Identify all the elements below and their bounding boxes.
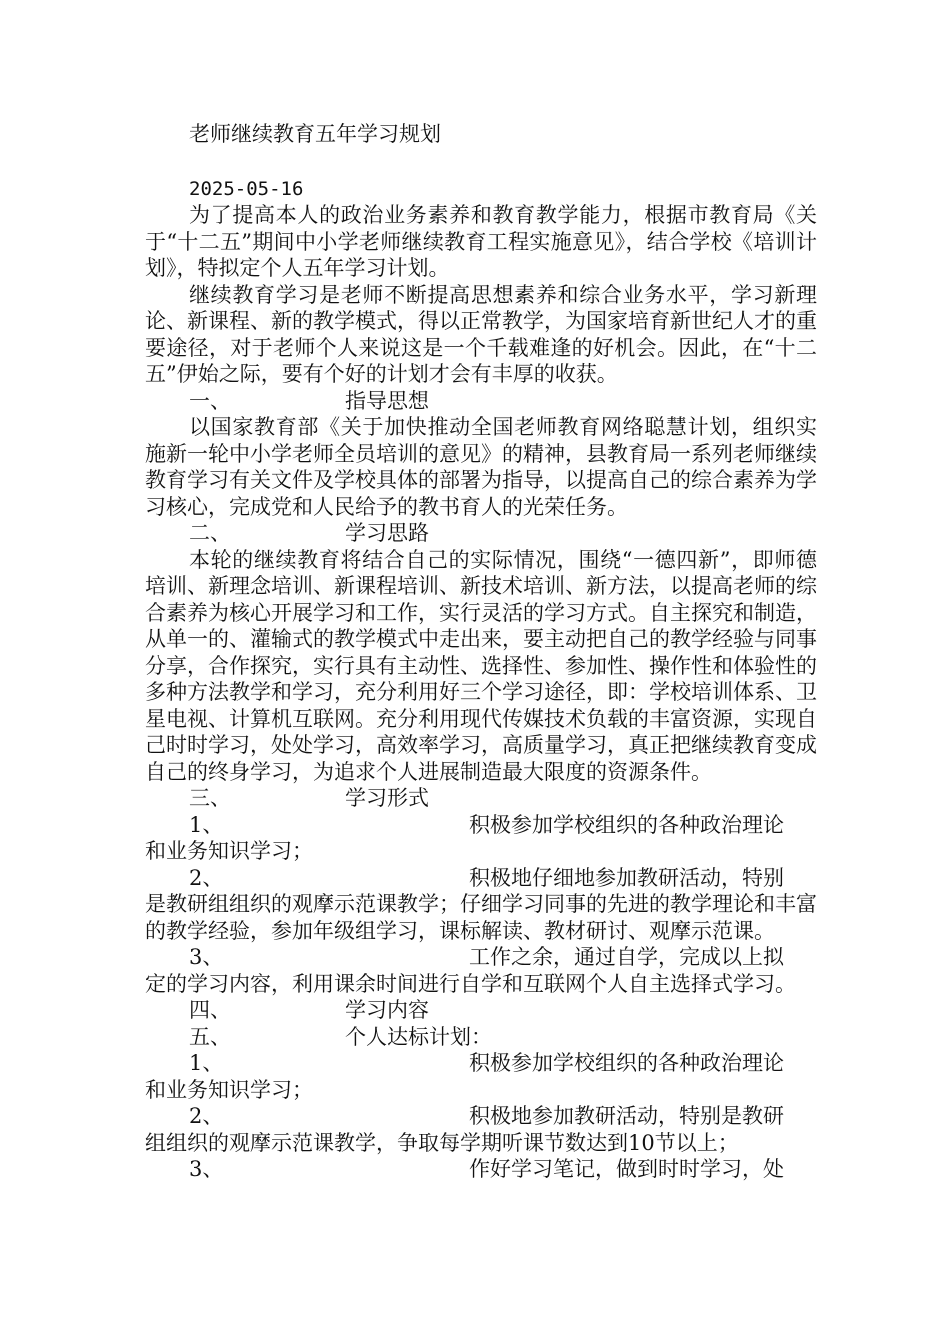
item-text: 积极地参加教研活动，特别是教研 bbox=[469, 1104, 784, 1128]
section-title: 学习内容 bbox=[345, 998, 429, 1022]
section-heading bbox=[145, 388, 817, 415]
list-item bbox=[145, 1103, 817, 1156]
section-title: 指导思想 bbox=[345, 388, 429, 413]
section-paragraph: 本轮的继续教育将结合自己的实际情况，围绕“一德四新”，即师德培训、新理念培训、新课程培训、新技术培训、新方法，以提高老师的综合素养为核心开展学习和工作，实行灵活的学习方式。自主探究和制造，从单一的、灌输式的教学模式中走出来，要主动把自己的教学经验与同事分享，合作探究，实行具有主动性、选择性、参加性、操作性和体验性的多种方法教学和学习，充分利用好三个学习途径，即：学校培训体系、卫星电视、计算机互联网。充分利用现代传媒技术负载的丰富资源，实现自己时时学习，处处学习，高效率学习，高质量学习，真正把继续教育变成自己的终身学习，为追求个人进展制造最大限度的资源条件。 bbox=[145, 547, 817, 784]
section-number: 二、 bbox=[189, 521, 231, 545]
section-number: 四、 bbox=[189, 998, 231, 1022]
item-text: 积极参加学校组织的各种政治理论 bbox=[469, 812, 784, 837]
item-continuation: 是教研组组织的观摩示范课教学；仔细学习同事的先进的教学理论和丰富的教学经验，参加年级组学习，课标解读、教材研讨、观摩示范课。 bbox=[145, 892, 817, 943]
list-item bbox=[145, 1156, 817, 1183]
section-heading bbox=[145, 997, 817, 1024]
item-continuation: 组组织的观摩示范课教学，争取每学期听课节数达到10节以上； bbox=[145, 1130, 739, 1155]
section-heading bbox=[145, 520, 817, 547]
item-number: 2、 bbox=[189, 1104, 224, 1128]
item-text: 积极参加学校组织的各种政治理论 bbox=[469, 1051, 784, 1075]
section-paragraph: 以国家教育部《关于加快推动全国老师教育网络聪慧计划，组织实施新一轮中小学老师全员培训的意见》的精神，县教育局一系列老师继续教育学习有关文件及学校具体的部署为指导，以提高自己的综合素养为学习核心，完成党和人民给予的教书育人的光荣任务。 bbox=[145, 415, 817, 519]
section-title: 学习思路 bbox=[345, 521, 429, 545]
item-text: 工作之余，通过自学，完成以上拟 bbox=[469, 945, 784, 969]
item-number: 3、 bbox=[189, 1157, 224, 1181]
list-item bbox=[145, 944, 817, 997]
list-item bbox=[145, 1050, 817, 1103]
section-title: 学习形式 bbox=[345, 786, 429, 810]
list-item bbox=[145, 812, 817, 865]
section-number: 五、 bbox=[189, 1024, 231, 1049]
document-date: 2025-05-16 bbox=[189, 177, 304, 200]
list-item bbox=[145, 865, 817, 945]
item-continuation: 和业务知识学习； bbox=[145, 839, 313, 863]
intro-paragraph: 继续教育学习是老师不断提高思想素养和综合业务水平，学习新理论、新课程、新的教学模式，得以正常教学，为国家培育新世纪人才的重要途径，对于老师个人来说这是一个千载难逢的好机会。因此，在“十二五”伊始之际，要有个好的计划才会有丰厚的收获。 bbox=[145, 282, 817, 386]
document-body bbox=[145, 121, 817, 1183]
item-text: 积极地仔细地参加教研活动，特别 bbox=[469, 865, 784, 890]
item-continuation: 和业务知识学习； bbox=[145, 1077, 313, 1102]
item-continuation: 定的学习内容，利用课余时间进行自学和互联网个人自主选择式学习。 bbox=[145, 971, 796, 996]
intro-paragraph: 为了提高本人的政治业务素养和教育教学能力，根据市教育局《关于“十二五”期间中小学老师继续教育工程实施意见》，结合学校《培训计划》，特拟定个人五年学习计划。 bbox=[145, 203, 817, 280]
item-text: 作好学习笔记，做到时时学习，处 bbox=[469, 1157, 784, 1181]
item-number: 3、 bbox=[189, 945, 224, 969]
section-heading bbox=[145, 785, 817, 812]
document-title: 老师继续教育五年学习规划 bbox=[189, 122, 441, 146]
item-number: 1、 bbox=[189, 1051, 224, 1075]
section-number: 一、 bbox=[189, 388, 231, 413]
section-heading bbox=[145, 1024, 817, 1051]
item-number: 2、 bbox=[189, 865, 224, 890]
section-number: 三、 bbox=[189, 786, 231, 810]
item-number: 1、 bbox=[189, 812, 224, 837]
section-title: 个人达标计划： bbox=[345, 1024, 492, 1049]
